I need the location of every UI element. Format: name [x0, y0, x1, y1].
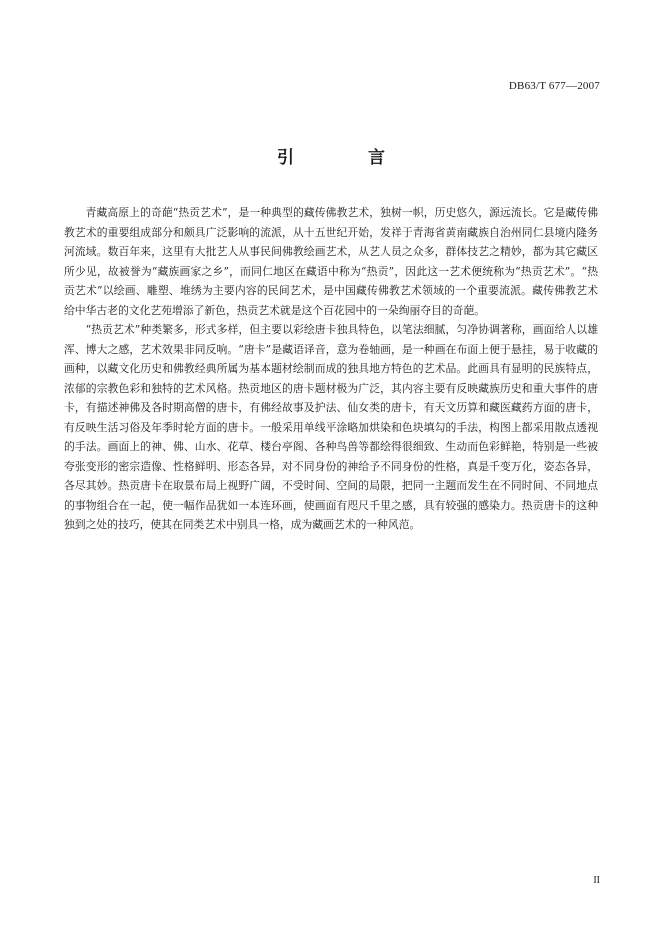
paragraph: 青藏高原上的奇葩“热贡艺术”，是一种典型的藏传佛教艺术，独树一帜，历史悠久，源远流长。它是藏传佛教艺术的重要组成部分和颇具广泛影响的流派，从十五世纪开始，发祥于青海省黄南藏族自治州同仁县境内隆务河流域。数百年来，这里有大批艺人从事民间佛教绘画艺术，从艺人员之众多，群体技艺之精妙，都为其它藏区所少见，故被誉为“藏族画家之乡”，而同仁地区在藏语中称为“热贡”，因此这一艺术便统称为“热贡艺术”。“热贡艺术”以绘画、雕塑、堆绣为主要内容的民间艺术，是中国藏传佛教艺术领域的一个重要流派。藏传佛教艺术给中华古老的文化艺苑增添了新色，热贡艺术就是这个百花园中的一朵绚丽夺目的奇葩。 — [64, 206, 598, 317]
paragraph: “热贡艺术”种类繁多，形式多样，但主要以彩绘唐卡独具特色，以笔法细腻，匀净协调著称，画面给人以雄浑、博大之感，艺术效果非同反响。“唐卡”是藏语译音，意为卷轴画，是一种画在布面上便于悬挂，易于收藏的画种，以藏文化历史和佛教经典所属为基本题材绘制而成的独具地方特色的艺术品。此画具有显明的民族特点，浓郁的宗教色彩和独特的艺术风格。热贡地区的唐卡题材极为广泛，其内容主要有反映藏族历史和重大事件的唐卡，有描述神佛及各时期高僧的唐卡，有佛经故事及护法、仙女类的唐卡，有天文历算和藏医藏药方面的唐卡，有反映生活习俗及年季时轮方面的唐卡。一般采用单线平涂略加烘染和色块填勾的手法，构图上都采用散点透视的手法。画面上的神、佛、山水、花草、楼台亭阁、各种鸟兽等都绘得很细致、生动而色彩鲜艳，特别是一些被夸张变形的密宗造像、性格鲜明、形态各异，对不同身份的神给予不同身份的性格，真是千变万化，姿态各异，各尽其妙。热贡唐卡在取景布局上视野广阔，不受时间、空间的局限，把同一主题而发生在不同时间、不同地点的事物组合在一起，使一幅作品犹如一本连环画，使画面有咫尺千里之感，具有较强的感染力。热贡唐卡的这种独到之处的技巧，使其在同类艺术中别具一格，成为藏画艺术的一种风范。 — [64, 323, 598, 531]
page-number: II — [593, 875, 600, 886]
document-code: DB63/T 677—2007 — [508, 80, 600, 92]
page-title: 引 言 — [277, 148, 419, 168]
document-body — [64, 203, 598, 535]
